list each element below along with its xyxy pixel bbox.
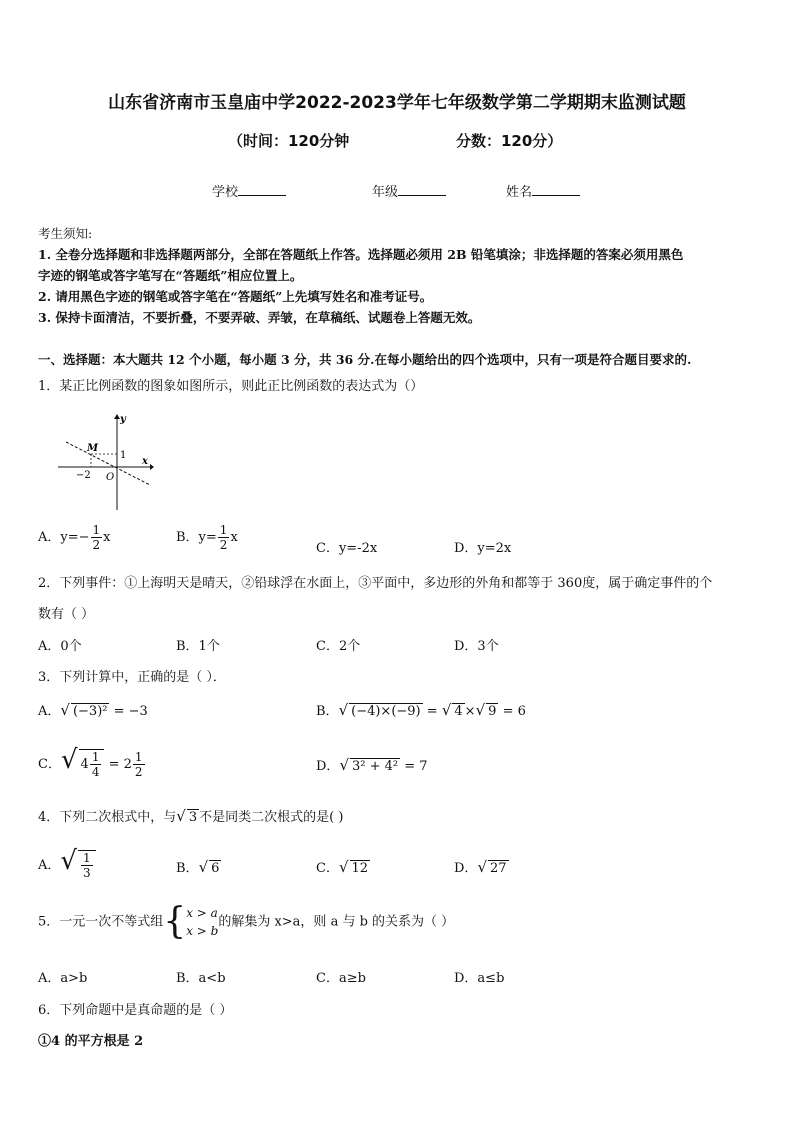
q3-option-a[interactable]: [38, 700, 148, 719]
result: = 7: [404, 759, 428, 774]
stem-text: 不是同类二次根式的是( ): [199, 810, 344, 825]
option-text: B．y=: [176, 530, 217, 545]
q5-stem: [38, 901, 455, 942]
radicand: 6: [211, 861, 220, 876]
q1-option-d[interactable]: D．y=2x: [454, 541, 512, 556]
q3-stem: 3．下列计算中，正确的是（ ）．: [38, 670, 226, 685]
grade-field: [372, 181, 446, 200]
numerator: 1: [219, 523, 228, 537]
grade-label: 年级: [372, 185, 399, 200]
radical-icon: √: [60, 846, 77, 876]
radical-icon: √: [475, 701, 486, 719]
school-field: [212, 181, 286, 200]
option-label: A．: [38, 858, 61, 873]
tick-1-label: 1: [120, 450, 127, 461]
radicand: [78, 850, 96, 880]
fraction: [90, 750, 102, 779]
q5-option-b[interactable]: B．a<b: [176, 971, 226, 986]
q1-option-a[interactable]: [38, 523, 111, 552]
name-field: [506, 181, 580, 200]
option-text: x: [103, 530, 111, 545]
notice-heading: 考生须知:: [38, 226, 93, 241]
x-label: x: [142, 456, 148, 467]
origin-label: O: [106, 472, 115, 483]
result: = 2: [108, 757, 132, 772]
q3-option-d[interactable]: [316, 755, 428, 774]
stem-text: 5．一元一次不等式组: [38, 914, 164, 930]
q2-option-d[interactable]: D．3个: [454, 639, 499, 654]
radical-icon: √: [477, 858, 487, 876]
radical-icon: √: [441, 701, 452, 719]
q2-option-c[interactable]: C．2个: [316, 639, 361, 654]
grade-blank: [398, 183, 446, 196]
exam-score: 分数：120分）: [456, 132, 563, 150]
radicand: (−3)²: [72, 704, 108, 719]
x-arrow-icon: [150, 464, 154, 470]
exam-time: （时间：120分钟: [228, 132, 350, 150]
denominator: 4: [91, 765, 100, 779]
numerator: 1: [91, 750, 100, 764]
q4-option-c[interactable]: [316, 857, 370, 876]
denominator: 2: [134, 765, 143, 779]
q1-option-c[interactable]: C．y=-2x: [316, 541, 378, 556]
brace-icon: {: [163, 901, 187, 942]
notice-item: 2. 请用黑色字迹的钢笔或答字笔在“答题纸”上先填写姓名和准考证号。: [38, 289, 433, 304]
stem-text: 4．下列二次根式中，与: [38, 810, 177, 825]
option-label: C．: [38, 757, 61, 772]
q4-option-b[interactable]: [176, 857, 221, 876]
radical-icon: √: [338, 701, 349, 719]
radicand: 12: [351, 861, 369, 876]
q2-stem-cont: 数有（ ）: [38, 607, 95, 622]
radicand: [79, 749, 105, 779]
q5-option-c[interactable]: C．a≥b: [316, 971, 366, 986]
q3-option-b[interactable]: [316, 700, 526, 719]
q5-option-a[interactable]: A．a>b: [38, 971, 88, 986]
fraction: [81, 851, 93, 880]
radical-icon: √: [338, 858, 349, 876]
fraction: [218, 523, 230, 552]
q4-stem: [38, 806, 343, 825]
paper-title: 山东省济南市玉皇庙中学2022-2023学年七年级数学第二学期期末监测试题: [108, 93, 686, 113]
denominator: 2: [219, 538, 228, 552]
q2-option-a[interactable]: A．0个: [38, 639, 82, 654]
q2-option-b[interactable]: B．1个: [176, 639, 220, 654]
inequality-system: [186, 904, 218, 940]
radicand: 3² + 4²: [352, 759, 399, 774]
school-label: 学校: [212, 185, 239, 200]
q6-item: ①4 的平方根是 2: [38, 1034, 144, 1049]
result: = 6: [502, 704, 526, 719]
times: ×: [464, 704, 476, 719]
numerator: 1: [134, 750, 143, 764]
q2-stem: 2．下列事件：①上海明天是晴天，②铅球浮在水面上，③平面中，多边形的外角和都等于 360度，属于确定事件的个: [38, 576, 713, 591]
q6-stem: 6．下列命题中是真命题的是（ ）: [38, 1003, 233, 1018]
radicand: 9: [488, 704, 497, 719]
radical-icon: √: [176, 807, 186, 825]
q1-stem: 1．某正比例函数的图象如图所示，则此正比例函数的表达式为（）: [38, 379, 424, 394]
whole-number: 4: [80, 757, 89, 772]
option-text: x: [230, 530, 238, 545]
option-label: B．: [176, 861, 199, 876]
option-text: A．y=−: [38, 530, 90, 545]
inequality: x > a: [186, 906, 218, 920]
numerator: 1: [82, 851, 91, 865]
notice-item: 3. 保持卡面清洁，不要折叠，不要弄破、弄皱，在草稿纸、试题卷上答题无效。: [38, 310, 481, 325]
radical-icon: √: [60, 701, 70, 719]
radicand: 4: [454, 704, 463, 719]
section-heading: 一、选择题：本大题共 12 个小题，每小题 3 分，共 36 分.在每小题给出的四个选项中，只有一项是符合题目要求的.: [38, 352, 692, 367]
point-m-label: M: [87, 443, 99, 454]
option-label: B．: [316, 704, 339, 719]
tick-neg2-label: −2: [76, 470, 91, 481]
notice-item: 1. 全卷分选择题和非选择题两部分，全部在答题纸上作答。选择题必须用 2B 铅笔填涂；非选择题的答案必须用黑色: [38, 247, 684, 262]
q3-option-c[interactable]: [38, 745, 146, 779]
radical-icon: √: [339, 756, 349, 774]
fraction: [91, 523, 103, 552]
q1-option-b[interactable]: [176, 523, 238, 552]
radicand: (−4)×(−9): [351, 704, 421, 719]
name-blank: [532, 183, 580, 196]
denominator: 3: [82, 866, 91, 880]
numerator: 1: [92, 523, 101, 537]
radical-icon: √: [60, 745, 78, 775]
fraction: [133, 750, 145, 779]
option-label: C．: [316, 861, 339, 876]
inequality: x > b: [186, 924, 219, 938]
option-label: A．: [38, 704, 61, 719]
school-blank: [238, 183, 286, 196]
name-label: 姓名: [506, 185, 533, 200]
equals: =: [426, 704, 438, 719]
stem-text: 的解集为 x>a，则 a 与 b 的关系为（ ）: [218, 914, 455, 930]
q4-option-a[interactable]: [38, 846, 96, 880]
option-label: D．: [454, 861, 478, 876]
result: = −3: [113, 704, 148, 719]
radical-icon: √: [198, 858, 209, 876]
y-label: y: [120, 414, 126, 425]
notice-item: 字迹的钢笔或答字笔写在“答题纸”相应位置上。: [38, 268, 303, 283]
q5-option-d[interactable]: D．a≤b: [454, 971, 505, 986]
denominator: 2: [92, 538, 101, 552]
option-label: D．: [316, 759, 340, 774]
radicand: 27: [490, 861, 507, 876]
radicand: 3: [188, 810, 198, 825]
q4-option-d[interactable]: [454, 857, 509, 876]
q1-graph: [54, 410, 154, 510]
